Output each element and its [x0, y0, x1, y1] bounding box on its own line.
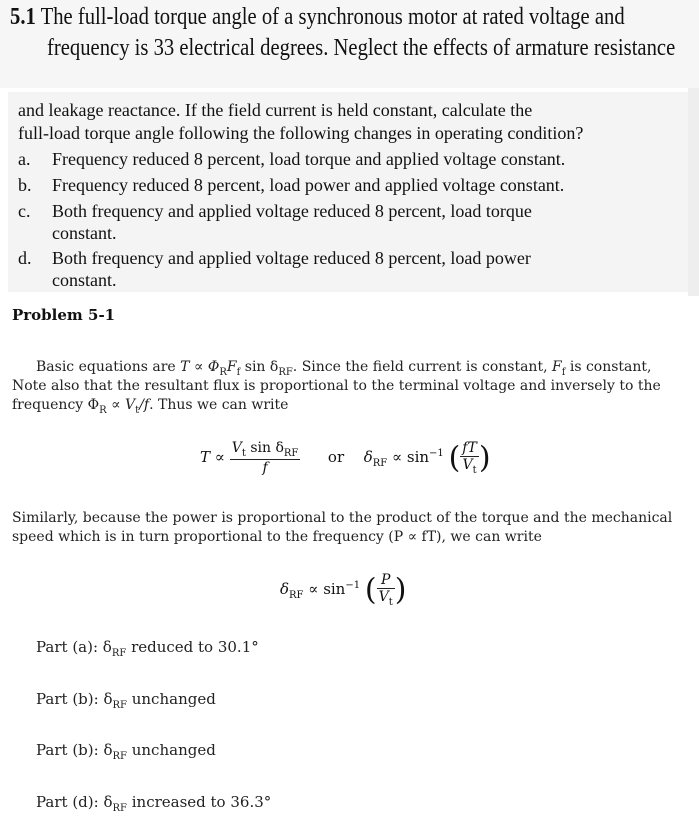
item-d-label: d. [18, 248, 32, 268]
part-c-result: Part (b): $\delta_{RF}$ unchanged [36, 741, 216, 762]
problem-body-line2: full-load torque angle following the following changes in operating condition? [18, 123, 584, 143]
part-b-result: Part (b): $\delta_{RF}$ unchanged [36, 690, 216, 711]
fraction-p-over-vt: $\frac{P}{V_t}$ [378, 572, 393, 608]
item-b-label: b. [18, 175, 32, 195]
problem-number: 5.1 [10, 4, 36, 30]
item-d-text: Both frequency and applied voltage reduced 8 percent, load power [52, 248, 531, 268]
item-c-label: c. [18, 201, 31, 221]
item-d-text-cont: constant. [52, 270, 117, 290]
fraction-ft-over-vt: $\frac{fT}{V_t}$ [462, 440, 477, 476]
problem-title-line1 [10, 2, 625, 32]
part-a-result: Part (a): $\delta_{RF}$ reduced to 30.1° [36, 638, 259, 659]
problem-title-text-1: The full-load torque angle of a synchronous motor at rated voltage and [40, 4, 625, 30]
part-d-result: Part (d): $\delta_{RF}$ increased to 36.3° [36, 793, 272, 814]
solution-para2-line1: Similarly, because the power is proportional to the product of the torque and the mechanical [12, 510, 673, 526]
equation-power: $\delta_{RF} \propto \sin^{-1}$ ( $\frac{P}{V_t}$ ) [280, 572, 407, 608]
solution-heading: Problem 5-1 [12, 306, 116, 324]
problem-body-line1: and leakage reactance. If the field current is held constant, calculate the [18, 100, 533, 120]
item-c-text: Both frequency and applied voltage reduced 8 percent, load torque [52, 201, 532, 221]
item-c-text-cont: constant. [52, 223, 117, 243]
solution-para1-line3: frequency $\Phi_R \propto V_t/f$. Thus we can write [12, 397, 289, 416]
item-a-text: Frequency reduced 8 percent, load torque and applied voltage constant. [52, 149, 566, 169]
fraction-vt-sin-over-f: $\frac{V_t \sin \delta_{RF}}{f}$ [231, 440, 299, 476]
problem-title-line2: frequency is 33 electrical degrees. Neglect the effects of armature resistance [47, 35, 676, 61]
item-b-text: Frequency reduced 8 percent, load power and applied voltage constant. [52, 175, 565, 195]
solution-para2-line2: speed which is in turn proportional to the frequency (P ∝ fT), we can write [12, 529, 542, 545]
equation-torque: T ∝ $\frac{V_t \sin \delta_{RF}}{f}$ or $\delta_{RF} \propto \sin^{-1}$ ( $\frac{fT}{V_t}$ ) [200, 440, 491, 476]
item-a-label: a. [18, 149, 31, 169]
solution-para1-line1: Basic equations are $T \propto \Phi_RF_f$ $\sin \delta_{RF}$. Since the field current is constant, $F_f$ is constant, [36, 359, 652, 378]
solution-para1-line2: Note also that the resultant flux is proportional to the terminal voltage and inversely to the [12, 378, 661, 394]
side-strip [688, 88, 699, 296]
